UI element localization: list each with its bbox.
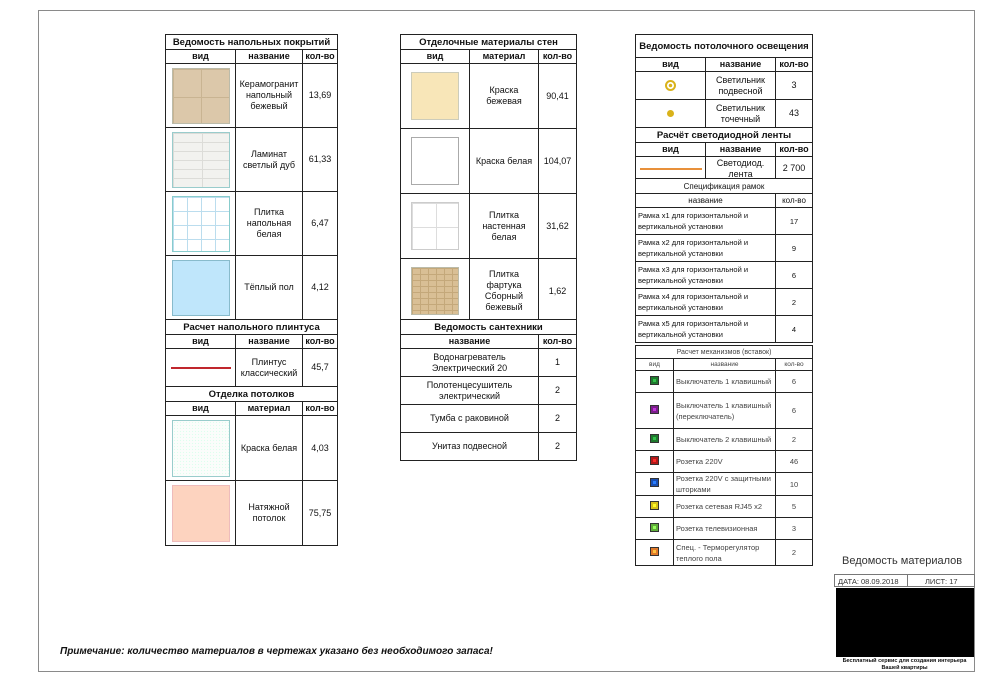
table-row [636, 371, 813, 393]
col-header: кол-во [303, 50, 338, 64]
item-qty: 3 [776, 518, 813, 540]
swatch-porcelain-beige [172, 68, 230, 124]
col-header: вид [636, 58, 706, 72]
switch-icon [650, 376, 659, 385]
item-name: Выключатель 1 клавишный [674, 371, 776, 393]
redacted-logo-area [836, 588, 974, 657]
skirting-title: Расчет напольного плинтуса [166, 320, 338, 335]
item-name: Рамка х3 для горизонтальной и вертикальной установки [636, 262, 776, 289]
swatch-wall-tile-white [411, 202, 459, 250]
item-qty: 43 [776, 100, 813, 128]
table-row [401, 405, 577, 433]
frames-title: Спецификация рамок [636, 179, 813, 194]
swatch-paint-white [411, 137, 459, 185]
double-switch-icon [650, 434, 659, 443]
item-name: Керамогранит напольный бежевый [236, 64, 303, 128]
table-row [636, 235, 813, 262]
item-name: Плитка настенная белая [470, 194, 539, 259]
item-name: Ламинат светлый дуб [236, 128, 303, 192]
swatch-heated-floor [172, 260, 230, 316]
item-qty: 31,62 [539, 194, 577, 259]
item-qty: 13,69 [303, 64, 338, 128]
col-header: название [706, 143, 776, 157]
table-row [636, 100, 813, 128]
item-qty: 90,41 [539, 64, 577, 129]
item-name: Водонагреватель Электрический 20 [401, 349, 539, 377]
table-row [166, 192, 338, 256]
col-header: название [636, 194, 776, 208]
table-row [401, 433, 577, 461]
item-name: Рамка х5 для горизонтальной и вертикальной установки [636, 316, 776, 343]
table-row [636, 316, 813, 343]
item-qty: 4 [776, 316, 813, 343]
swatch-floor-tile-white [172, 196, 230, 252]
item-name: Розетка телевизионная [674, 518, 776, 540]
col-header: вид [401, 50, 470, 64]
item-qty: 61,33 [303, 128, 338, 192]
spot-lamp-icon [667, 110, 674, 117]
item-qty: 6 [776, 371, 813, 393]
item-qty: 104,07 [539, 129, 577, 194]
item-name: Натяжной потолок [236, 481, 303, 546]
item-name: Розетка 220V с защитными шторками [674, 473, 776, 496]
col-header: кол-во [539, 335, 577, 349]
table-row [166, 128, 338, 192]
col-header: вид [166, 50, 236, 64]
col-header: кол-во [539, 50, 577, 64]
swatch-paint-beige [411, 72, 459, 120]
shuttered-socket-icon [650, 478, 659, 487]
col-header: название [674, 359, 776, 371]
col-header: кол-во [303, 402, 338, 416]
floors-title: Ведомость напольных покрытий [166, 35, 338, 50]
item-name: Рамка х2 для горизонтальной и вертикальной установки [636, 235, 776, 262]
lighting-table [635, 34, 813, 181]
item-qty: 3 [776, 72, 813, 100]
item-name: Краска белая [470, 129, 539, 194]
table-row [636, 208, 813, 235]
plumbing-title: Ведомость сантехники [401, 320, 577, 335]
col-header: вид [166, 402, 236, 416]
table-row [166, 416, 338, 481]
item-name: Выключатель 2 клавишный [674, 429, 776, 451]
item-qty: 9 [776, 235, 813, 262]
item-qty: 1,62 [539, 259, 577, 324]
table-row [166, 349, 338, 387]
table-row [636, 451, 813, 473]
item-name: Краска бежевая [470, 64, 539, 129]
col-header: материал [470, 50, 539, 64]
item-qty: 2 [539, 377, 577, 405]
tv-socket-icon [650, 523, 659, 532]
lighting-title: Ведомость потолочного освещения [636, 35, 813, 58]
col-header: материал [236, 402, 303, 416]
swatch-stretch-ceiling [172, 485, 230, 542]
table-row [636, 289, 813, 316]
table-row [636, 473, 813, 496]
table-row [636, 72, 813, 100]
col-header: вид [636, 359, 674, 371]
col-header: кол-во [776, 194, 813, 208]
col-header: название [401, 335, 539, 349]
item-qty: 17 [776, 208, 813, 235]
title-block [834, 574, 975, 672]
floors-table [165, 34, 338, 546]
col-header: название [236, 335, 303, 349]
table-row [636, 496, 813, 518]
item-name: Выключатель 1 клавишный (переключатель) [674, 393, 776, 429]
item-name: Рамка х1 для горизонтальной и вертикальной установки [636, 208, 776, 235]
item-qty: 75,75 [303, 481, 338, 546]
table-row [401, 129, 577, 194]
table-row [636, 262, 813, 289]
socket-icon [650, 456, 659, 465]
swatch-apron-tile-beige [411, 267, 459, 315]
table-row [636, 157, 813, 181]
item-qty: 46 [776, 451, 813, 473]
item-name: Плитка напольная белая [236, 192, 303, 256]
item-name: Светильник подвесной [706, 72, 776, 100]
pendant-lamp-icon [665, 80, 676, 91]
item-name: Розетка сетевая RJ45 х2 [674, 496, 776, 518]
item-qty: 5 [776, 496, 813, 518]
mechanisms-table [635, 345, 813, 566]
table-row [401, 194, 577, 259]
item-qty: 2 [539, 405, 577, 433]
item-name: Тёплый пол [236, 256, 303, 320]
mechanisms-title: Расчет механизмов (вставок) [636, 346, 813, 359]
table-row [636, 518, 813, 540]
col-header: кол-во [776, 58, 813, 72]
swatch-laminate-oak [172, 132, 230, 188]
plumbing-table [400, 319, 577, 461]
col-header: кол-во [776, 143, 813, 157]
item-name: Полотенцесушитель электрический [401, 377, 539, 405]
col-header: название [236, 50, 303, 64]
item-qty: 4,03 [303, 416, 338, 481]
item-qty: 2 700 [776, 157, 813, 181]
service-caption: Бесплатный сервис для создания интерьера Вашей квартиры [842, 658, 967, 671]
sheet-title: Ведомость материалов [842, 555, 963, 567]
table-row [401, 259, 577, 324]
item-qty: 2 [776, 429, 813, 451]
item-name: Светодиод. лента [706, 157, 776, 181]
item-name: Плинтус классический [236, 349, 303, 387]
table-row [166, 64, 338, 128]
item-name: Светильник точечный [706, 100, 776, 128]
sheet-number: ЛИСТ: 17 [925, 577, 958, 586]
item-qty: 6 [776, 393, 813, 429]
col-header: кол-во [776, 359, 813, 371]
table-row [401, 349, 577, 377]
walls-table [400, 34, 577, 324]
date-label: ДАТА: 08.09.2018 [838, 577, 899, 586]
item-name: Плитка фартука Сборный бежевый [470, 259, 539, 324]
ceilings-title: Отделка потолков [166, 387, 338, 402]
item-name: Унитаз подвесной [401, 433, 539, 461]
item-qty: 4,12 [303, 256, 338, 320]
footnote: Примечание: количество материалов в чертежах указано без необходимого запаса! [60, 646, 493, 657]
led-title: Расчёт светодиодной ленты [636, 128, 813, 143]
item-name: Рамка х4 для горизонтальной и вертикальной установки [636, 289, 776, 316]
title-block-info-row [834, 574, 975, 587]
swatch-ceiling-paint-white [172, 420, 230, 477]
table-row [636, 429, 813, 451]
switch-toggle-icon [650, 405, 659, 414]
item-name: Спец. - Терморегулятор теплого пола [674, 540, 776, 566]
skirting-line-icon [171, 367, 231, 369]
item-qty: 1 [539, 349, 577, 377]
network-socket-icon [650, 501, 659, 510]
item-qty: 45,7 [303, 349, 338, 387]
table-row [636, 540, 813, 566]
table-row [636, 393, 813, 429]
frames-table [635, 178, 813, 343]
divider [907, 575, 908, 586]
item-qty: 2 [776, 289, 813, 316]
thermostat-icon [650, 547, 659, 556]
walls-title: Отделочные материалы стен [401, 35, 577, 50]
item-qty: 2 [539, 433, 577, 461]
item-name: Розетка 220V [674, 451, 776, 473]
col-header: вид [166, 335, 236, 349]
item-qty: 2 [776, 540, 813, 566]
item-qty: 10 [776, 473, 813, 496]
table-row [401, 377, 577, 405]
item-qty: 6 [776, 262, 813, 289]
col-header: кол-во [303, 335, 338, 349]
col-header: вид [636, 143, 706, 157]
table-row [401, 64, 577, 129]
item-name: Тумба с раковиной [401, 405, 539, 433]
item-qty: 6,47 [303, 192, 338, 256]
table-row [166, 256, 338, 320]
col-header: название [706, 58, 776, 72]
led-strip-line-icon [640, 168, 702, 170]
table-row [166, 481, 338, 546]
item-name: Краска белая [236, 416, 303, 481]
